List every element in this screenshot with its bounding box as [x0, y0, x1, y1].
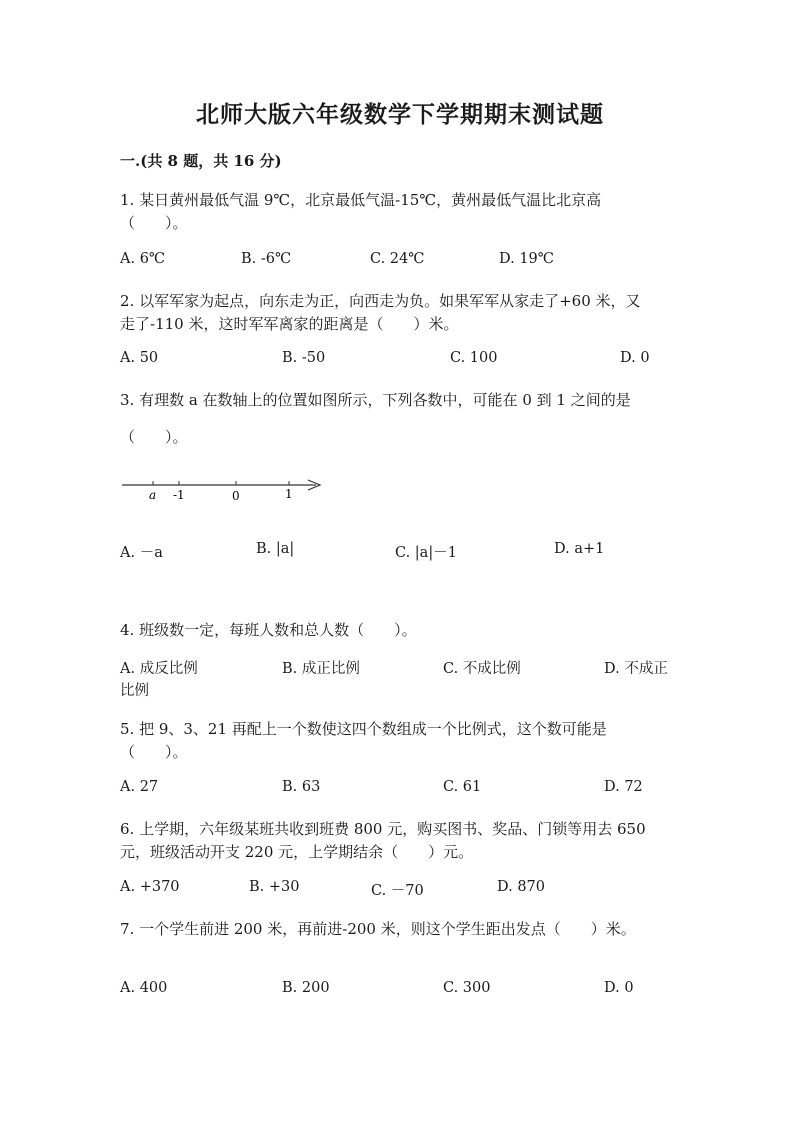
q4-option-b: B. 成正比例: [282, 661, 360, 677]
q5-option-d: D. 72: [604, 779, 643, 795]
q2-option-d: D. 0: [620, 350, 650, 366]
number-line-figure: [118, 474, 338, 514]
question-5-line-1: 5. 把 9、3、21 再配上一个数使这四个数组成一个比例式，这个数可能是: [120, 720, 607, 738]
label-0: 0: [232, 489, 240, 503]
q7-option-b: B. 200: [282, 980, 330, 996]
q6-option-a: A. +370: [120, 879, 180, 895]
question-3-line-2: （ ）。: [120, 428, 188, 446]
q2-option-c: C. 100: [450, 350, 498, 366]
question-5-line-2: （ ）。: [120, 743, 188, 761]
q3-option-d: D. a+1: [554, 541, 605, 557]
q6-option-d: D. 870: [497, 879, 546, 895]
q2-option-b: B. -50: [282, 350, 326, 366]
label-minus-1: -1: [173, 488, 185, 502]
q6-option-b: B. +30: [249, 879, 300, 895]
q4-option-d-overflow: 比例: [120, 683, 149, 699]
q1-option-c: C. 24℃: [370, 251, 425, 267]
q4-option-d: D. 不成正: [604, 661, 668, 677]
q7-option-c: C. 300: [443, 980, 491, 996]
label-1: 1: [285, 487, 293, 501]
question-3-line-1: 3. 有理数 a 在数轴上的位置如图所示，下列各数中，可能在 0 到 1 之间的是: [120, 391, 631, 409]
question-1-line-2: （ ）。: [120, 214, 188, 232]
section-heading: 一.(共 8 题，共 16 分): [120, 152, 282, 170]
q5-option-b: B. 63: [282, 779, 321, 795]
question-7-line-1: 7. 一个学生前进 200 米，再前进-200 米，则这个学生距出发点（ ）米。: [120, 920, 636, 938]
label-a: a: [149, 488, 157, 502]
question-6-line-1: 6. 上学期，六年级某班共收到班费 800 元，购买图书、奖品、门锁等用去 650: [120, 820, 646, 838]
q5-option-a: A. 27: [120, 779, 159, 795]
q1-option-d: D. 19℃: [499, 251, 554, 267]
question-2-line-1: 2. 以军军家为起点，向东走为正，向西走为负。如果军军从家走了+60 米，又: [120, 292, 641, 310]
q2-option-a: A. 50: [120, 350, 159, 366]
q3-option-a: A. －a: [120, 545, 163, 561]
question-6-line-2: 元，班级活动开支 220 元，上学期结余（ ）元。: [120, 843, 474, 861]
q3-option-b: B. |a|: [256, 541, 295, 557]
q4-option-c: C. 不成比例: [443, 661, 521, 677]
question-2-line-2: 走了-110 米，这时军军离家的距离是（ ）米。: [120, 315, 459, 333]
q5-option-c: C. 61: [443, 779, 482, 795]
question-4-line-1: 4. 班级数一定，每班人数和总人数（ ）。: [120, 621, 417, 639]
q1-option-b: B. -6℃: [241, 251, 292, 267]
q1-option-a: A. 6℃: [120, 251, 166, 267]
q4-option-a: A. 成反比例: [120, 661, 198, 677]
q3-option-c: C. |a|－1: [395, 545, 457, 561]
q7-option-d: D. 0: [604, 980, 634, 996]
question-1-line-1: 1. 某日黄州最低气温 9℃，北京最低气温-15℃，黄州最低气温比北京高: [120, 191, 602, 209]
page-title: 北师大版六年级数学下学期期末测试题: [196, 101, 604, 128]
q7-option-a: A. 400: [120, 980, 168, 996]
q6-option-c: C. －70: [371, 883, 424, 899]
